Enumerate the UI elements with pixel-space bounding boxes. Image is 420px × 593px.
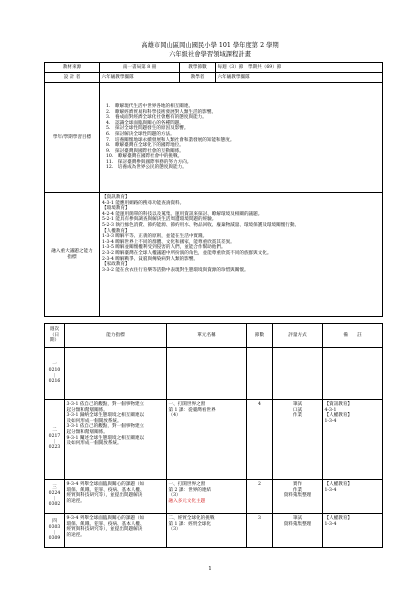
header-sessions: 節數 bbox=[247, 324, 273, 348]
goals-label: 學年/學期學習目標 bbox=[45, 83, 100, 193]
table-row bbox=[45, 514, 383, 548]
goal-item: 4. 認識全球面臨與關心的各種問題。 bbox=[106, 120, 184, 126]
header-remarks: 備 註 bbox=[323, 324, 383, 348]
issue-line: 4-2-4 能運用簡單的科技以及蒐集、運用資訊來探討、瞭解環境及相關的議題。 bbox=[102, 211, 263, 217]
goal-item: 5. 探討全球性問題發生的原因及影響。 bbox=[106, 126, 189, 132]
textbook-label: 教材來源 bbox=[45, 63, 100, 73]
header-unit: 單元名稱 bbox=[167, 324, 247, 348]
textbook-value: 南一書局第 8 冊 bbox=[100, 63, 180, 73]
issue-line: 【人權教育】 bbox=[102, 228, 130, 234]
assessment-cell bbox=[273, 348, 323, 400]
header-ability: 能力指標 bbox=[65, 324, 167, 348]
sessions-cell: 4 bbox=[247, 400, 273, 480]
schedule-table bbox=[44, 323, 383, 548]
ability-cell bbox=[65, 348, 167, 400]
table-row bbox=[45, 480, 383, 514]
remarks-cell: 【人權教育】 1-3-4 bbox=[323, 514, 383, 548]
assessment-cell: 筆試 口試 作業 bbox=[273, 400, 323, 480]
sessions-cell: 2 bbox=[247, 480, 273, 514]
teacher-label: 教學者 bbox=[180, 73, 216, 83]
hours-label: 教學節數 bbox=[180, 63, 216, 73]
goal-item: 8. 瞭解臺灣在全球化下的國際地位。 bbox=[106, 143, 184, 149]
ability-cell: 9-3-4 列舉全球面臨與關心的課題（如 環保、飢餓、犯罪、疫病、基本人權、 經貿與科技研究等），並提出問題解決 的途徑。 bbox=[65, 514, 167, 548]
issue-line: 2-3-2 瞭解臺灣在全球人權議題中所扮演的角色，並能尊重欣賞不同的族群與文化。 bbox=[102, 250, 272, 256]
issue-line: 4-3-1 能應用網路的搜尋功能查詢資料。 bbox=[102, 200, 185, 206]
issues-label: 融入重大議題之能力指標 bbox=[45, 193, 100, 317]
document-subtitle: 六年級社會學習領域課程計畫 bbox=[169, 51, 251, 58]
issue-line: 【環境教育】 bbox=[102, 206, 130, 212]
issue-line: 5-2-3 執行綠色消費、節約能源、節約用水、物品回收、廢棄物減量、環境保護及環境關懷行動。 bbox=[102, 222, 300, 228]
unit-cell: 二、經貿全球化的挑戰 第 1 課：經貿全球化 （3） bbox=[167, 514, 247, 548]
goal-item: 7. 培養關懷地球永續發展和人類社會和諧發展的知能和態度。 bbox=[106, 137, 235, 143]
issue-line: 【資訊教育】 bbox=[102, 195, 130, 200]
ability-cell: 9-3-4 列舉全球面臨與關心的課題（如 環保、飢餓、犯罪、疫病、基本人權、 經貿與科技研究等），並提出問題解決 的途徑。 bbox=[65, 480, 167, 514]
header-week: 週次（日期） bbox=[45, 324, 65, 348]
unit-cell: 一、打開世界之窗 第 2 課：世界的連結 （3） 融入多元文化主題 bbox=[167, 480, 247, 514]
sessions-cell: 3 bbox=[247, 514, 273, 548]
table-row bbox=[45, 348, 383, 400]
course-info-table bbox=[44, 62, 383, 317]
header-assessment: 評量方式 bbox=[273, 324, 323, 348]
remarks-cell: 【人權教育】 1-3-4 bbox=[323, 480, 383, 514]
issue-line: 【家政教育】 bbox=[102, 262, 130, 268]
goal-item: 12. 培養成為世界公民的態度與能力。 bbox=[106, 165, 187, 171]
table-row bbox=[45, 400, 383, 480]
issue-line: 1-3-3 瞭解平等、正義的原則，並能在生活中實踐。 bbox=[102, 234, 208, 240]
week-cell: 二 0217 ｜ 0223 bbox=[45, 400, 65, 480]
designer-label: 設 計 者 bbox=[45, 73, 100, 83]
goal-item: 3. 養成面對經濟全球化社會應有的態度與能力。 bbox=[106, 115, 207, 121]
teacher-value: 六年級教學團隊 bbox=[216, 73, 383, 83]
week-cell: 四 0303 ｜ 0309 bbox=[45, 514, 65, 548]
issue-line: 1-3-4 瞭解世界上不同的群體、文化和國家，能尊重欣賞其差異。 bbox=[102, 239, 235, 245]
goal-item: 1. 瞭解現代生活中世界各地的相互關連。 bbox=[106, 103, 194, 109]
unit-note: 融入多元文化主題 bbox=[168, 498, 206, 504]
goal-item: 10. 瞭解臺灣在國際社會中的挑戰。 bbox=[106, 154, 183, 160]
goal-item: 6. 探討解決全球性問題的方法。 bbox=[106, 131, 175, 137]
issue-line: 3-3-2 能在食衣住行育樂等活動中表現對生態環境與資源的珍惜與關懷。 bbox=[102, 267, 249, 273]
sessions-cell bbox=[247, 348, 273, 400]
goal-item: 9. 探討臺灣與國際社會的互動關係。 bbox=[106, 148, 184, 154]
goal-item: 2. 瞭解經濟貿易和科學技術發展對人類生活的影響。 bbox=[106, 109, 217, 115]
week-cell: 一 0210 ｜ 0216 bbox=[45, 348, 65, 400]
week-cell: 三 0224 ｜ 0302 bbox=[45, 480, 65, 514]
ability-cell: 3-3-1 依自己的觀點，對一個事物建立 起分類和階層關係。 3-3-1 歸納全球生態環境之相互關連以 及如何形成一個開放系統。 3-3-1 依自己的觀點，對一個事物建立 起分類和階層關係。 9-3-1 闡述全球生態環境之相互關連以 及如何形成一個開放系統。 bbox=[65, 400, 167, 480]
issue-line: 2-3-4 瞭解戰爭、貧窮與傳染病對人類的影響。 bbox=[102, 256, 199, 262]
remarks-cell bbox=[323, 348, 383, 400]
unit-cell: 一、打開世界之窗 第 1 課：從臺灣看世界 （4） bbox=[167, 400, 247, 480]
unit-cell bbox=[167, 348, 247, 400]
issue-line: 5-2-1 能具有參與調查與解決生活周遭環境問題的經驗。 bbox=[102, 217, 217, 223]
document-title: 高雄市岡山區岡山國民小學 101 學年度第 2 學期 bbox=[141, 42, 279, 49]
issues-cell bbox=[100, 193, 383, 317]
page-number: 1 bbox=[208, 566, 212, 572]
goals-list bbox=[106, 104, 379, 171]
remarks-cell: 【資訊教育】 4-3-1 【人權教育】 1-3-4 bbox=[323, 400, 383, 480]
goal-item: 11. 探討臺灣參與國際事務的努力方向。 bbox=[106, 159, 192, 165]
hours-value: 每週（3）節 學期共（69）節 bbox=[216, 63, 383, 73]
assessment-cell: 實作 作業 資料蒐集整理 bbox=[273, 480, 323, 514]
assessment-cell: 筆試 資料蒐集整理 bbox=[273, 514, 323, 548]
goals-cell bbox=[100, 83, 383, 193]
designer-value: 六年級教學團隊 bbox=[100, 73, 180, 83]
issue-line: 1-3-5 瞭解並關懷權利受到侵害的人們，並能合作幫助他們。 bbox=[102, 245, 226, 251]
